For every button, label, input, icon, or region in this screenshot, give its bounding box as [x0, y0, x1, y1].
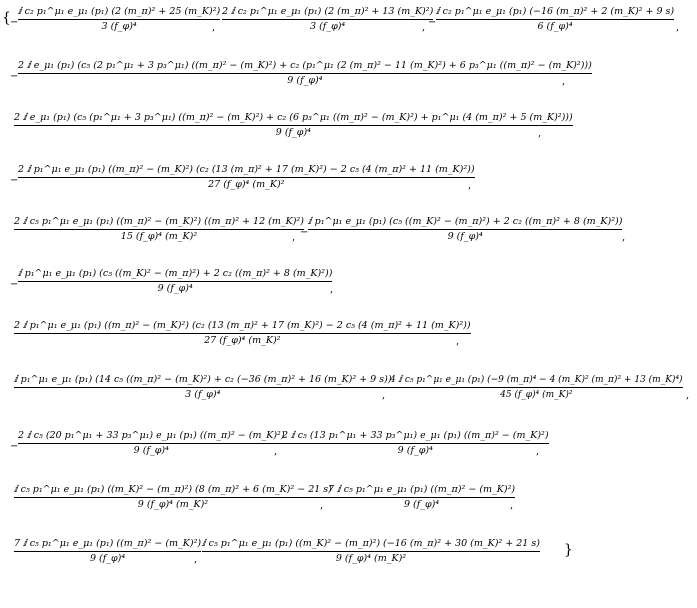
fraction-bar [308, 229, 622, 230]
fraction-bar [390, 387, 683, 388]
term-sign: − [10, 175, 19, 186]
fraction-bar [202, 551, 540, 552]
fraction-bar [14, 387, 392, 388]
comma: , [212, 22, 216, 33]
term-sign: − [10, 71, 19, 82]
fraction-term-3 [436, 6, 674, 33]
comma: , [456, 336, 460, 347]
fraction-bar [18, 19, 220, 20]
denominator: 3 (f_φ)⁴ [185, 389, 221, 400]
numerator: 2 ⅈ e_μ₁ (p₁) (c₅ (p₁^μ₁ + 3 p₃^μ₁) ((m_π)² − (m_K)²) + c₂ (6 p₃^μ₁ ((m_π)² − (m_K)²) + p₁^μ₁ (4 (m_π)² + 5 (m_K)²))) [14, 112, 573, 123]
fraction-term-1 [18, 6, 220, 33]
fraction-term-6 [18, 164, 475, 191]
fraction-bar [18, 443, 285, 444]
fraction-bar [14, 551, 201, 552]
numerator: 2 ⅈ p₁^μ₁ e_μ₁ (p₁) ((m_π)² − (m_K)²) (c₂ (13 (m_π)² + 17 (m_K)²) − 2 c₅ (4 (m_π)² + 11 (m_K)²)) [18, 164, 475, 175]
fraction-bar [18, 281, 332, 282]
term-sign: − [10, 279, 19, 290]
fraction-term-13 [18, 430, 285, 457]
term-sign: − [300, 227, 309, 238]
fraction-bar [18, 73, 592, 74]
comma: , [562, 76, 566, 87]
fraction-bar [282, 443, 549, 444]
comma: , [536, 446, 540, 457]
denominator: 9 (f_φ)⁴ (m_K)² [137, 499, 209, 510]
numerator: 4 ⅈ c₅ p₁^μ₁ e_μ₁ (p₁) (−9 (m_π)⁴ − 4 (m_K)² (m_π)² + 13 (m_K)⁴) [390, 374, 683, 385]
fraction-term-11 [14, 374, 392, 401]
denominator: 27 (f_φ)⁴ (m_K)² [208, 179, 285, 190]
open-brace: { [2, 10, 11, 26]
fraction-term-12 [390, 374, 683, 401]
term-sign: − [428, 17, 437, 28]
denominator: 6 (f_φ)⁴ [537, 21, 573, 32]
term-sign: − [10, 17, 19, 28]
denominator: 9 (f_φ)⁴ [157, 283, 193, 294]
comma: , [676, 22, 680, 33]
denominator: 9 (f_φ)⁴ [89, 553, 126, 564]
comma: , [292, 232, 296, 243]
denominator: 9 (f_φ)⁴ [397, 445, 433, 456]
fraction-term-10 [14, 320, 471, 347]
denominator: 3 (f_φ)⁴ [310, 21, 346, 32]
fraction-term-14 [282, 430, 549, 457]
numerator: ⅈ c₂ p₁^μ₁ e_μ₁ (p₁) (−16 (m_π)² + 2 (m_K)² + 9 s) [436, 6, 675, 17]
fraction-term-5 [14, 112, 573, 139]
fraction-term-16 [328, 484, 515, 511]
denominator: 9 (f_φ)⁴ (m_K)² [335, 553, 407, 564]
denominator: 27 (f_φ)⁴ (m_K)² [204, 335, 281, 346]
comma: , [622, 232, 626, 243]
numerator: ⅈ p₁^μ₁ e_μ₁ (p₁) (14 c₅ ((m_π)² − (m_K)²) + c₂ (−36 (m_π)² + 16 (m_K)² + 9 s)) [14, 374, 392, 385]
fraction-bar [436, 19, 674, 20]
comma: , [468, 180, 472, 191]
numerator: 7 ⅈ c₅ p₁^μ₁ e_μ₁ (p₁) ((m_π)² − (m_K)²) [14, 538, 202, 549]
numerator: 2 ⅈ p₁^μ₁ e_μ₁ (p₁) ((m_π)² − (m_K)²) (c₂ (13 (m_π)² + 17 (m_K)²) − 2 c₅ (4 (m_π)² + 11 (m_K)²)) [14, 320, 471, 331]
numerator: 2 ⅈ e_μ₁ (p₁) (c₅ (2 p₁^μ₁ + 3 p₃^μ₁) ((m_π)² − (m_K)²) + c₂ (p₁^μ₁ (2 (m_π)² − 11 (m_K)²) + 6 p₃^μ₁ ((m_π)² − (m_K)²))) [18, 60, 592, 71]
denominator: 9 (f_φ)⁴ [275, 127, 311, 138]
numerator: ⅈ c₂ p₁^μ₁ e_μ₁ (p₁) (2 (m_π)² + 25 (m_K)²) [18, 6, 221, 17]
denominator: 9 (f_φ)⁴ [403, 499, 440, 510]
fraction-bar [14, 229, 304, 230]
comma: , [330, 284, 334, 295]
comma: , [510, 500, 514, 511]
fraction-bar [328, 497, 515, 498]
comma: , [686, 390, 690, 401]
comma: , [320, 500, 324, 511]
numerator: 2 ⅈ c₅ (20 p₁^μ₁ + 33 p₃^μ₁) e_μ₁ (p₁) ((m_π)² − (m_K)²) [18, 430, 285, 441]
fraction-term-9 [18, 268, 332, 295]
fraction-term-18 [202, 538, 540, 565]
numerator: 2 ⅈ c₅ (13 p₁^μ₁ + 33 p₃^μ₁) e_μ₁ (p₁) ((m_π)² − (m_K)²) [282, 430, 549, 441]
denominator: 15 (f_φ)⁴ (m_K)² [120, 231, 198, 242]
numerator: ⅈ p₁^μ₁ e_μ₁ (p₁) (c₅ ((m_K)² − (m_π)²) + 2 c₂ ((m_π)² + 8 (m_K)²)) [308, 216, 623, 227]
numerator: ⅈ c₅ p₁^μ₁ e_μ₁ (p₁) ((m_K)² − (m_π)²) (−16 (m_π)² + 30 (m_K)² + 21 s) [202, 538, 540, 549]
numerator: ⅈ p₁^μ₁ e_μ₁ (p₁) (c₅ ((m_K)² − (m_π)²) + 2 c₂ ((m_π)² + 8 (m_K)²)) [18, 268, 333, 279]
numerator: ⅈ c₅ p₁^μ₁ e_μ₁ (p₁) ((m_K)² − (m_π)²) (8 (m_π)² + 6 (m_K)² − 21 s) [14, 484, 332, 495]
comma: , [538, 128, 542, 139]
fraction-term-7 [14, 216, 304, 243]
fraction-bar [14, 333, 471, 334]
fraction-term-15 [14, 484, 332, 511]
fraction-bar [18, 177, 475, 178]
fraction-bar [222, 19, 433, 20]
fraction-term-8 [308, 216, 622, 243]
denominator: 9 (f_φ)⁴ [133, 445, 169, 456]
numerator: 2 ⅈ c₂ p₁^μ₁ e_μ₁ (p₁) (2 (m_π)² + 13 (m_K)²) [222, 6, 434, 17]
comma: , [422, 22, 426, 33]
denominator: 9 (f_φ)⁴ [287, 75, 323, 86]
term-sign: − [10, 441, 19, 452]
comma: , [274, 446, 278, 457]
numerator: 7 ⅈ c₅ p₁^μ₁ e_μ₁ (p₁) ((m_π)² − (m_K)²) [328, 484, 516, 495]
close-brace: } [564, 542, 573, 558]
fraction-term-4 [18, 60, 592, 87]
fraction-term-2 [222, 6, 433, 33]
numerator: 2 ⅈ c₅ p₁^μ₁ e_μ₁ (p₁) ((m_π)² − (m_K)²) ((m_π)² + 12 (m_K)²) [14, 216, 304, 227]
fraction-bar [14, 125, 573, 126]
comma: , [194, 554, 198, 565]
comma: , [382, 390, 386, 401]
fraction-bar [14, 497, 332, 498]
denominator: 45 (f_φ)⁴ (m_K)² [500, 389, 573, 400]
fraction-term-17 [14, 538, 201, 565]
denominator: 9 (f_φ)⁴ [447, 231, 483, 242]
denominator: 3 (f_φ)⁴ [101, 21, 137, 32]
